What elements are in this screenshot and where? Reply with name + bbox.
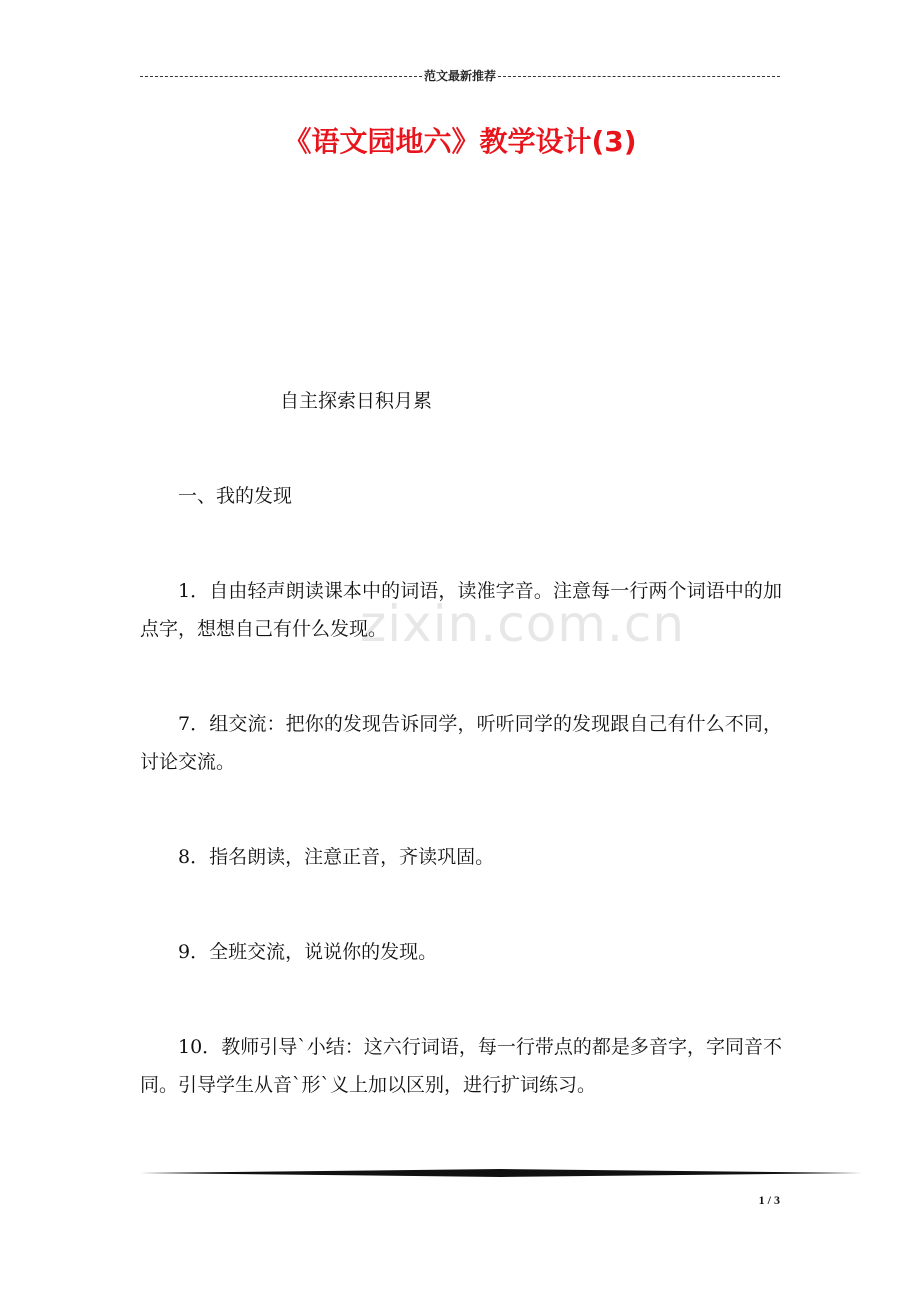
section-heading: 自主探索日积月累	[280, 390, 433, 412]
subsection-heading: 一、我的发现	[178, 485, 293, 507]
paragraph-item: 9．全班交流，说说你的发现。	[178, 941, 438, 963]
paragraph-item: 1．自由轻声朗读课本中的词语，读准字音。注意每一行两个词语中的加点字，想想自己有什么发现。	[140, 580, 782, 640]
header-dash-left	[140, 76, 422, 77]
header-dash-right	[498, 76, 780, 77]
paragraph-item: 10．教师引导`小结：这六行词语，每一行带点的都是多音字，字同音不同。引导学生从音`形`义上加以区别，进行扩词练习。	[140, 1036, 782, 1096]
watermark: zixin.com.cn	[360, 595, 686, 653]
document-body	[140, 382, 782, 1161]
page-header	[140, 68, 780, 84]
paragraph-item: 7．组交流：把你的发现告诉同学，听听同学的发现跟自己有什么不同，讨论交流。	[140, 713, 782, 773]
page-number: 1 / 3	[758, 1193, 780, 1207]
paragraph-item: 8．指名朗读，注意正音，齐读巩固。	[178, 846, 495, 868]
footer-rule	[140, 1168, 862, 1178]
header-label: 范文最新推荐	[424, 69, 497, 83]
document-title: 《语文园地六》教学设计(3)	[283, 125, 637, 158]
